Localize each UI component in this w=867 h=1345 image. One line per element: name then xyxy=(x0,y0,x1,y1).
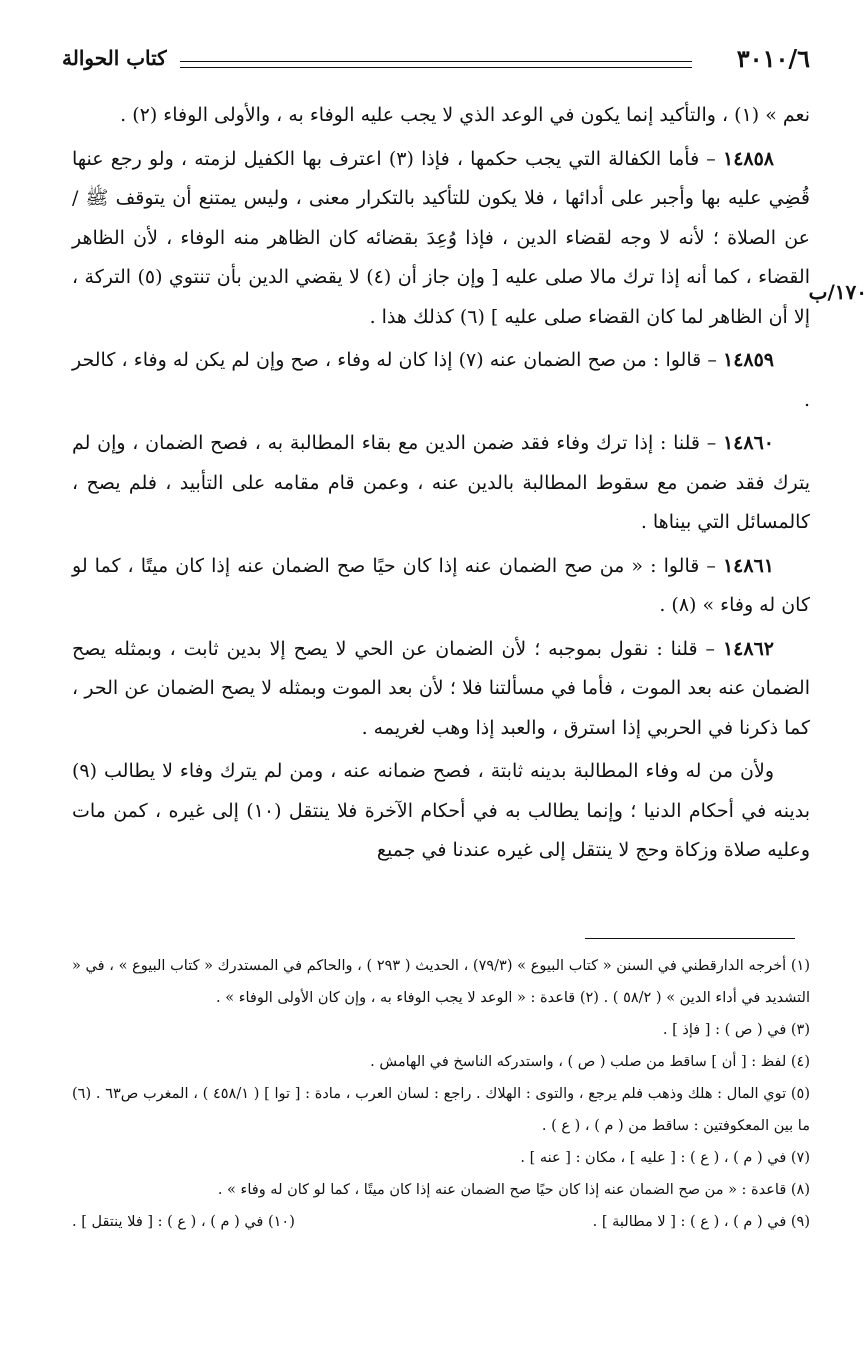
footnote xyxy=(72,1078,810,1142)
main-text xyxy=(72,96,810,875)
paragraph-text: – فأما الكفالة التي يجب حكمها ، فإذا (٣) اعترف بها الكفيل لزمته ، ولو رجع عنها قُضِي عليه بها وأجبر على أدائها ، فلا يكون للتأكيد بالتكرار معنى ، وليس يمتنع أن يتوقف ﷺ / عن الصلاة ؛ لأنه لا وجه لقضاء الدين ، فإذا وُعِدَ بقضائه كان الظاهر منه الوفاء ، لأن الظاهر القضاء ، كما أنه إذا ترك مالا صلى عليه [ وإن جاز أن (٤) لا يقضي الدين بأن تنتوي (٥) التركة ، إلا أن الظاهر لما كان القضاء صلى عليه ] (٦) كذلك هذا . xyxy=(72,147,810,328)
paragraph xyxy=(72,630,810,749)
footnotes xyxy=(72,950,810,1238)
paragraph xyxy=(72,140,810,338)
paragraph-number: ١٤٨٦١ xyxy=(722,554,774,577)
footnote-2: (٢) قاعدة : « الوعد لا يجب الوفاء به ، وإن كان الأولى الوفاء » . xyxy=(216,990,599,1006)
footnote-3: (٣) في ( ص ) : [ فإذ ] . xyxy=(662,1022,810,1038)
running-header xyxy=(62,44,810,84)
footnote xyxy=(72,1206,810,1238)
footnote-10: (١٠) في ( م ) ، ( ع ) : [ فلا ينتقل ] . xyxy=(72,1214,295,1230)
footnote xyxy=(72,950,810,1014)
footnote-6: (٦) ما بين المعكوفتين : ساقط من ( م ) ، ( ع ) . xyxy=(72,1086,810,1134)
paragraph xyxy=(72,341,810,420)
paragraph xyxy=(72,752,810,871)
paragraph-text: – قلنا : إذا ترك وفاء فقد ضمن الدين مع بقاء المطالبة به ، فصح الضمان ، وإن لم يترك فقد ضمن مع سقوط المطالبة بالدين عنه ، وعمن قام مقامه على التأبيد ، فلم يصح ، كالمسائل التي بيناها . xyxy=(72,432,810,533)
paragraph-number: ١٤٨٥٨ xyxy=(722,147,775,170)
paragraph-text: – قالوا : « من صح الضمان عنه إذا كان حيًا صح الضمان عنه إذا كان ميتًا ، كما لو كان له وفاء » (٨) . xyxy=(72,554,810,616)
footnote-4: (٤) لفظ : [ أن ] ساقط من صلب ( ص ) ، واستدركه الناسخ في الهامش . xyxy=(370,1054,810,1070)
paragraph-number: ١٤٨٦٠ xyxy=(722,432,774,454)
paragraph xyxy=(72,424,810,543)
paragraph-text: نعم » (١) ، والتأكيد إنما يكون في الوعد الذي لا يجب عليه الوفاء به ، والأولى الوفاء (٢) . xyxy=(120,104,810,126)
paragraph-number: ١٤٨٦٢ xyxy=(722,637,774,660)
footnote-5: (٥) توي المال : هلك وذهب فلم يرجع ، والتوى : الهلاك . راجع : لسان العرب ، مادة : [ توا ] ( ٤٥٨/١ ) ، المغرب ص٦٣ . xyxy=(95,1086,811,1102)
paragraph-number: ١٤٨٥٩ xyxy=(722,349,775,371)
book-title: كتاب الحوالة xyxy=(62,46,167,70)
header-rule xyxy=(180,61,692,68)
paragraph-text: – قلنا : نقول بموجبه ؛ لأن الضمان عن الحي لا يصح إلا بدين ثابت ، وبمثله يصح الضمان عنه بعد الموت ، فأما في مسألتنا فلا ؛ لأن بعد الموت وبمثله لا يصح الضمان عن الحر ، كما ذكرنا في الحربي إذا استرق ، والعبد إذا وهب لغريمه . xyxy=(72,637,810,739)
paragraph xyxy=(72,547,810,626)
footnote-divider xyxy=(585,938,795,939)
margin-folio-note: ١٧٠/ب xyxy=(808,280,867,304)
page-number: ٣٠١٠/٦ xyxy=(736,44,810,73)
footnote-8: (٨) قاعدة : « من صح الضمان عنه إذا كان حيًا صح الضمان عنه إذا كان ميتًا ، كما لو كان له وفاء » . xyxy=(217,1182,810,1198)
paragraph-text: ولأن من له وفاء المطالبة بدينه ثابتة ، فصح ضمانه عنه ، ومن لم يترك وفاء لا يطالب (٩) بدينه في أحكام الدنيا ؛ وإنما يطالب به في أحكام الآخرة فلا ينتقل (١٠) إلى غيره ، كمن مات وعليه صلاة وزكاة وحج لا ينتقل إلى غيره عندنا في جميع xyxy=(72,760,810,861)
footnote-1: (١) أخرجه الدارقطني في السنن « كتاب البيوع » (٧٩/٣) ، الحديث ( ٢٩٣ ) ، والحاكم في المستدرك « كتاب البيوع » ، في « التشديد في أداء الدين » ( ٥٨/٢ ) . xyxy=(72,958,810,1006)
footnote-7: (٧) في ( م ) ، ( ع ) : [ عليه ] ، مكان : [ عنه ] . xyxy=(520,1150,810,1166)
paragraph-text: – قالوا : من صح الضمان عنه (٧) إذا كان له وفاء ، صح وإن لم يكن له وفاء ، كالحر . xyxy=(72,349,810,411)
footnote-9: (٩) في ( م ) ، ( ع ) : [ لا مطالبة ] . xyxy=(592,1214,810,1230)
paragraph xyxy=(72,96,810,136)
